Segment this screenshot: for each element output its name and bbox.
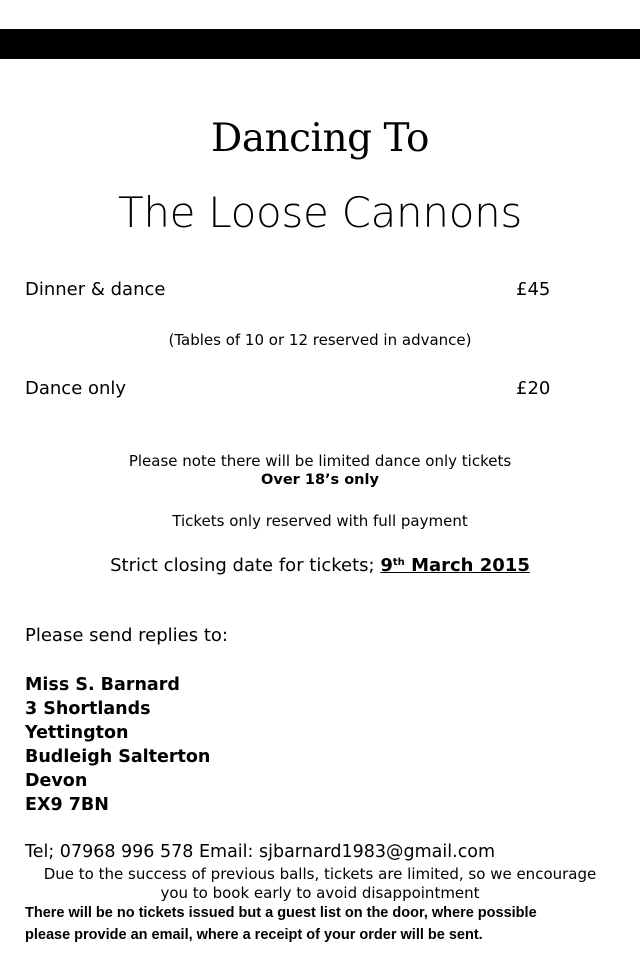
age-note: Over 18’s only <box>261 472 379 488</box>
replies-heading: Please send replies to: <box>25 625 228 646</box>
address-line-county: Devon <box>25 771 88 791</box>
title-line-2: The Loose Cannons <box>118 188 522 237</box>
address-line-name: Miss S. Barnard <box>25 675 180 695</box>
dance-only-price: £20 <box>516 378 551 399</box>
final-note-line-1: There will be no tickets issued but a guest list on the door, where possible <box>25 905 537 921</box>
contact-line: Tel; 07968 996 578 Email: sjbarnard1983@gmail.com <box>25 842 496 862</box>
limited-tickets-note: Please note there will be limited dance only tickets <box>128 452 512 470</box>
address-line-village: Yettington <box>25 723 129 743</box>
success-note-line-1: Due to the success of previous balls, tickets are limited, so we encourage <box>43 865 597 883</box>
address-line-postcode: EX9 7BN <box>25 795 109 815</box>
address-line-town: Budleigh Salterton <box>25 747 211 767</box>
address-line-street: 3 Shortlands <box>25 699 151 719</box>
title-line-1: Dancing To <box>211 116 429 161</box>
closing-date-value: 9th March 2015 <box>380 555 530 576</box>
dinner-dance-price: £45 <box>516 279 551 300</box>
closing-prefix: Strict closing date for tickets; <box>110 555 381 576</box>
success-note-line-2: you to book early to avoid disappointment <box>160 884 480 902</box>
final-note-line-2: please provide an email, where a receipt of your order will be sent. <box>25 927 483 943</box>
payment-note: Tickets only reserved with full payment <box>172 512 468 530</box>
tables-note: (Tables of 10 or 12 reserved in advance) <box>168 331 472 349</box>
dance-only-label: Dance only <box>25 378 127 399</box>
closing-date <box>0 555 640 576</box>
dinner-dance-label: Dinner & dance <box>25 279 166 300</box>
top-black-bar <box>0 29 640 59</box>
